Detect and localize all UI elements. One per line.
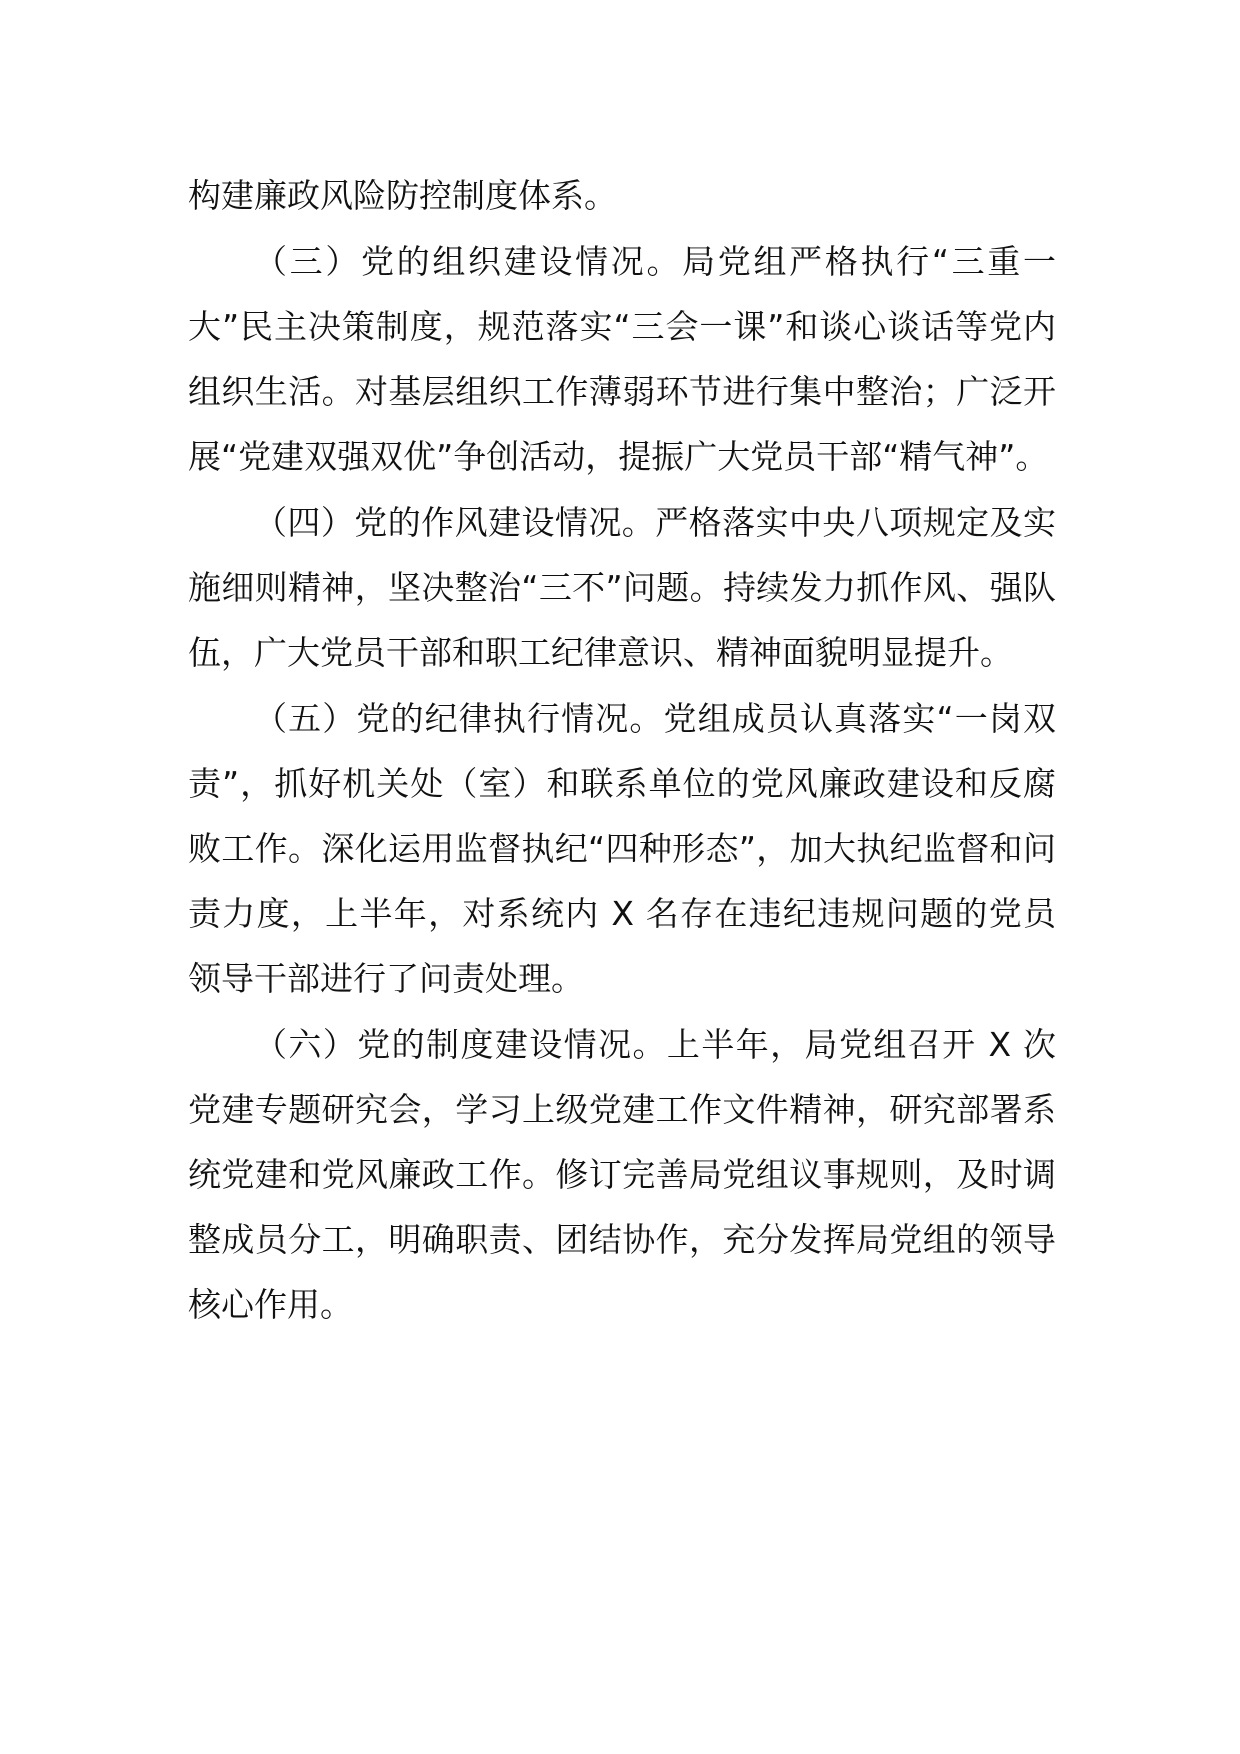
paragraph-party-discipline: （五）党的纪律执行情况。党组成员认真落实“一岗双责”，抓好机关处（室）和联系单位的党风廉政建设和反腐败工作。深化运用监督执纪“四种形态”，加大执纪监督和问责力度，上半年，对系统内 X 名存在违纪违规问题的党员领导干部进行了问责处理。: [188, 699, 1056, 998]
paragraph-party-institutions: （六）党的制度建设情况。上半年，局党组召开 X 次党建专题研究会，学习上级党建工作文件精神，研究部署系统党建和党风廉政工作。修订完善局党组议事规则，及时调整成员分工，明确职责、团结协作，充分发挥局党组的领导核心作用。: [188, 1025, 1056, 1324]
paragraph-continuation: 构建廉政风险防控制度体系。: [188, 176, 617, 215]
document-body: [188, 163, 1056, 1338]
paragraph-party-conduct: （四）党的作风建设情况。严格落实中央八项规定及实施细则精神，坚决整治“三不”问题。持续发力抓作风、强队伍，广大党员干部和职工纪律意识、精神面貌明显提升。: [188, 503, 1056, 672]
paragraph-party-organization: （三）党的组织建设情况。局党组严格执行“三重一大”民主决策制度，规范落实“三会一课”和谈心谈话等党内组织生活。对基层组织工作薄弱环节进行集中整治；广泛开展“党建双强双优”争创活动，提振广大党员干部“精气神”。: [188, 242, 1056, 476]
